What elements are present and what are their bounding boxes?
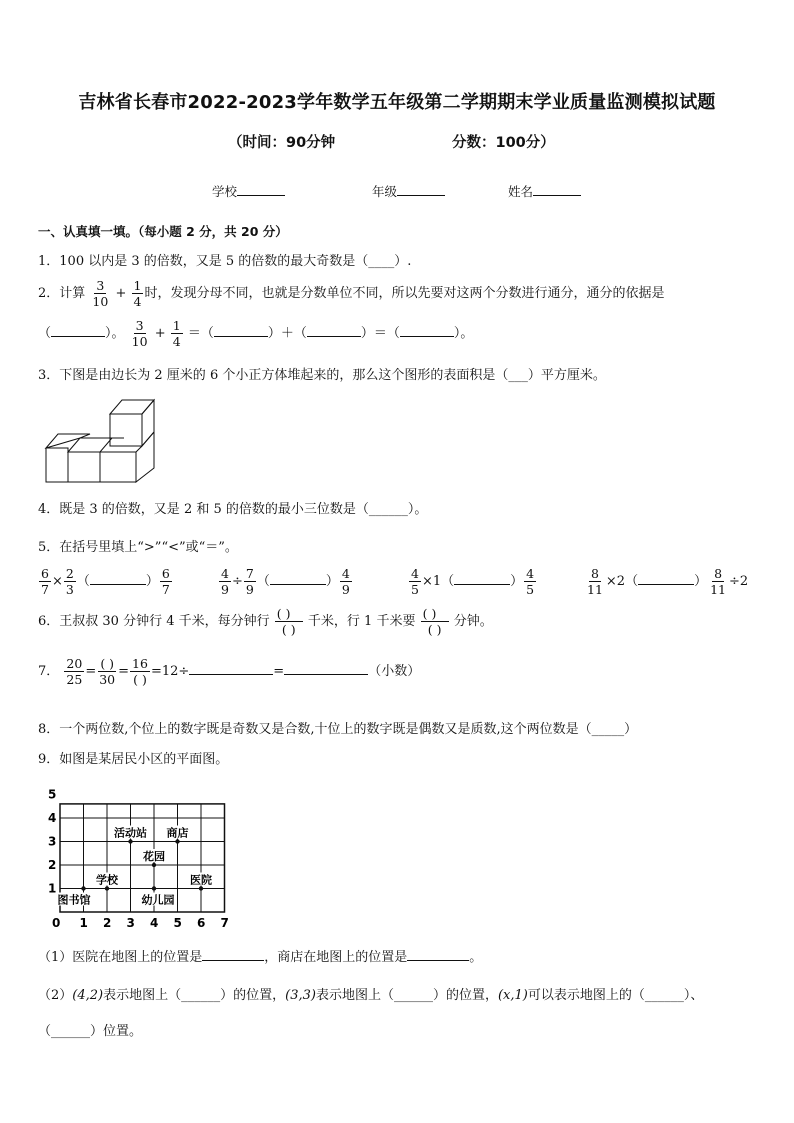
compare-blank[interactable] xyxy=(90,584,146,585)
compare-item-3: $\frac{4}{5}$ ×1（ ） $\frac{4}{5}$ xyxy=(411,566,535,597)
answer-blank[interactable] xyxy=(407,960,469,961)
y-tick-label: 1 xyxy=(48,881,57,896)
question-8: 8．一个两位数,个位上的数字既是奇数又是合数,十位上的数字既是偶数又是质数,这个两位数是（_____） xyxy=(38,722,638,737)
map-point xyxy=(128,839,132,843)
y-tick-label: 5 xyxy=(48,787,57,802)
question-9-part-1: （1）医院在地图上的位置是 ，商店在地图上的位置是 。 xyxy=(38,950,483,965)
answer-blank[interactable] xyxy=(189,674,273,675)
question-9: 9．如图是某居民小区的平面图。 xyxy=(38,752,229,767)
y-tick-label: 2 xyxy=(48,858,57,872)
exam-score: 分数：100分） xyxy=(452,135,555,151)
x-tick-label: 5 xyxy=(173,916,182,930)
answer-blank[interactable] xyxy=(214,336,268,337)
question-2-line1: 2．计算 $\frac{3}{10}$ + $\frac{1}{4}$ 时，发现分母不同，也就是分数单位不同，所以先要对这两个分数进行通分，通分的依据是 xyxy=(38,278,665,309)
name-field[interactable] xyxy=(508,182,581,200)
x-tick-label: 1 xyxy=(79,916,88,930)
compare-item-1: $\frac{6}{7}$ × $\frac{2}{3}$ （ ） $\frac{6}{7}$ xyxy=(41,566,170,597)
question-3: 3．下图是由边长为 2 厘米的 6 个小正方体堆起来的，那么这个图形的表面积是（___）平方厘米。 xyxy=(38,368,606,383)
compare-blank[interactable] xyxy=(638,584,694,585)
fraction-blank[interactable]: $\frac{( )}{30}$ xyxy=(99,656,116,687)
fraction-blank[interactable]: $\frac{( )}{( )}$ xyxy=(421,606,449,637)
fraction-3-10: $\frac{3}{10}$ xyxy=(92,278,109,309)
y-tick-label: 4 xyxy=(48,811,57,825)
map-point xyxy=(105,886,109,890)
question-6: 6．王叔叔 30 分钟行 4 千米，每分钟行 $\frac{( )}{( )}$ 千米，行 1 千米要 $\frac{( )}{( )}$ 分钟。 xyxy=(38,606,493,637)
x-tick-label: 6 xyxy=(197,916,206,930)
community-map xyxy=(40,780,240,932)
fraction-blank[interactable]: $\frac{16}{( )}$ xyxy=(132,656,148,687)
answer-blank[interactable] xyxy=(202,960,264,961)
compare-blank[interactable] xyxy=(454,584,510,585)
cube-stack-figure xyxy=(44,396,160,486)
answer-blank[interactable] xyxy=(400,336,454,337)
grade-label: 年级 xyxy=(372,184,398,199)
x-tick-label: 3 xyxy=(126,916,135,930)
map-place-label: 幼儿园 xyxy=(141,893,175,907)
answer-blank[interactable] xyxy=(307,336,361,337)
map-point xyxy=(152,886,156,890)
map-place-label: 花园 xyxy=(143,850,165,863)
school-field[interactable] xyxy=(212,182,285,200)
map-place-label: 学校 xyxy=(96,873,118,887)
question-9-part-2: （2）(4,2)表示地图上（______）的位置，(3,3)表示地图上（______）的位置，(x,1)可以表示地图上的（______）、 xyxy=(38,988,704,1003)
y-tick-label: 3 xyxy=(48,834,57,849)
exam-time: （时间：90分钟 xyxy=(228,135,336,151)
x-tick-label: 2 xyxy=(103,916,112,930)
map-place-label: 商店 xyxy=(166,826,189,840)
question-2-line2: （ ）。 $\frac{3}{10}$ + $\frac{1}{4}$ ＝（ ）＋（ ）＝（ ）。 xyxy=(38,318,474,349)
map-place-label: 图书馆 xyxy=(57,893,91,907)
compare-blank[interactable] xyxy=(270,584,326,585)
fraction-blank[interactable]: $\frac{( )}{( )}$ xyxy=(275,606,303,637)
compare-item-4: $\frac{8}{11}$ ×2（ ） $\frac{8}{11}$ ÷2 xyxy=(587,566,749,597)
x-tick-label: 4 xyxy=(150,916,159,930)
school-label: 学校 xyxy=(212,184,238,199)
x-tick-label: 7 xyxy=(220,916,229,930)
section-title: 一、认真填一填。（每小题 2 分，共 20 分） xyxy=(38,224,288,239)
answer-blank[interactable] xyxy=(51,336,105,337)
compare-item-2: $\frac{4}{9}$ ÷ $\frac{7}{9}$ （ ） $\frac{4}{9}$ xyxy=(221,566,350,597)
name-label: 姓名 xyxy=(508,184,534,199)
question-1: 1．100 以内是 3 的倍数，又是 5 的倍数的最大奇数是（____）. xyxy=(38,254,412,269)
grade-field[interactable] xyxy=(372,182,445,200)
x-tick-label: 0 xyxy=(52,916,61,930)
map-place-label: 医院 xyxy=(190,873,212,887)
fraction-1-4: $\frac{1}{4}$ xyxy=(133,278,142,309)
question-7: 7． $\frac{20}{25}$ = $\frac{( )}{30}$ = $\frac{16}{( )}$ =12÷ = （小数） xyxy=(38,656,421,687)
question-4: 4．既是 3 的倍数，又是 2 和 5 的倍数的最小三位数是（______）。 xyxy=(38,502,428,517)
map-point xyxy=(152,863,156,867)
map-point xyxy=(81,886,85,890)
answer-blank[interactable] xyxy=(284,674,368,675)
question-5: 5．在括号里填上“>”“<”或“＝”。 xyxy=(38,540,238,555)
map-place-label: 活动站 xyxy=(114,826,147,840)
map-point xyxy=(199,886,203,890)
exam-title: 吉林省长春市2022-2023学年数学五年级第二学期期末学业质量监测模拟试题 xyxy=(78,92,716,113)
map-point xyxy=(175,839,179,843)
question-9-part-2-cont: （______）位置。 xyxy=(38,1024,143,1039)
